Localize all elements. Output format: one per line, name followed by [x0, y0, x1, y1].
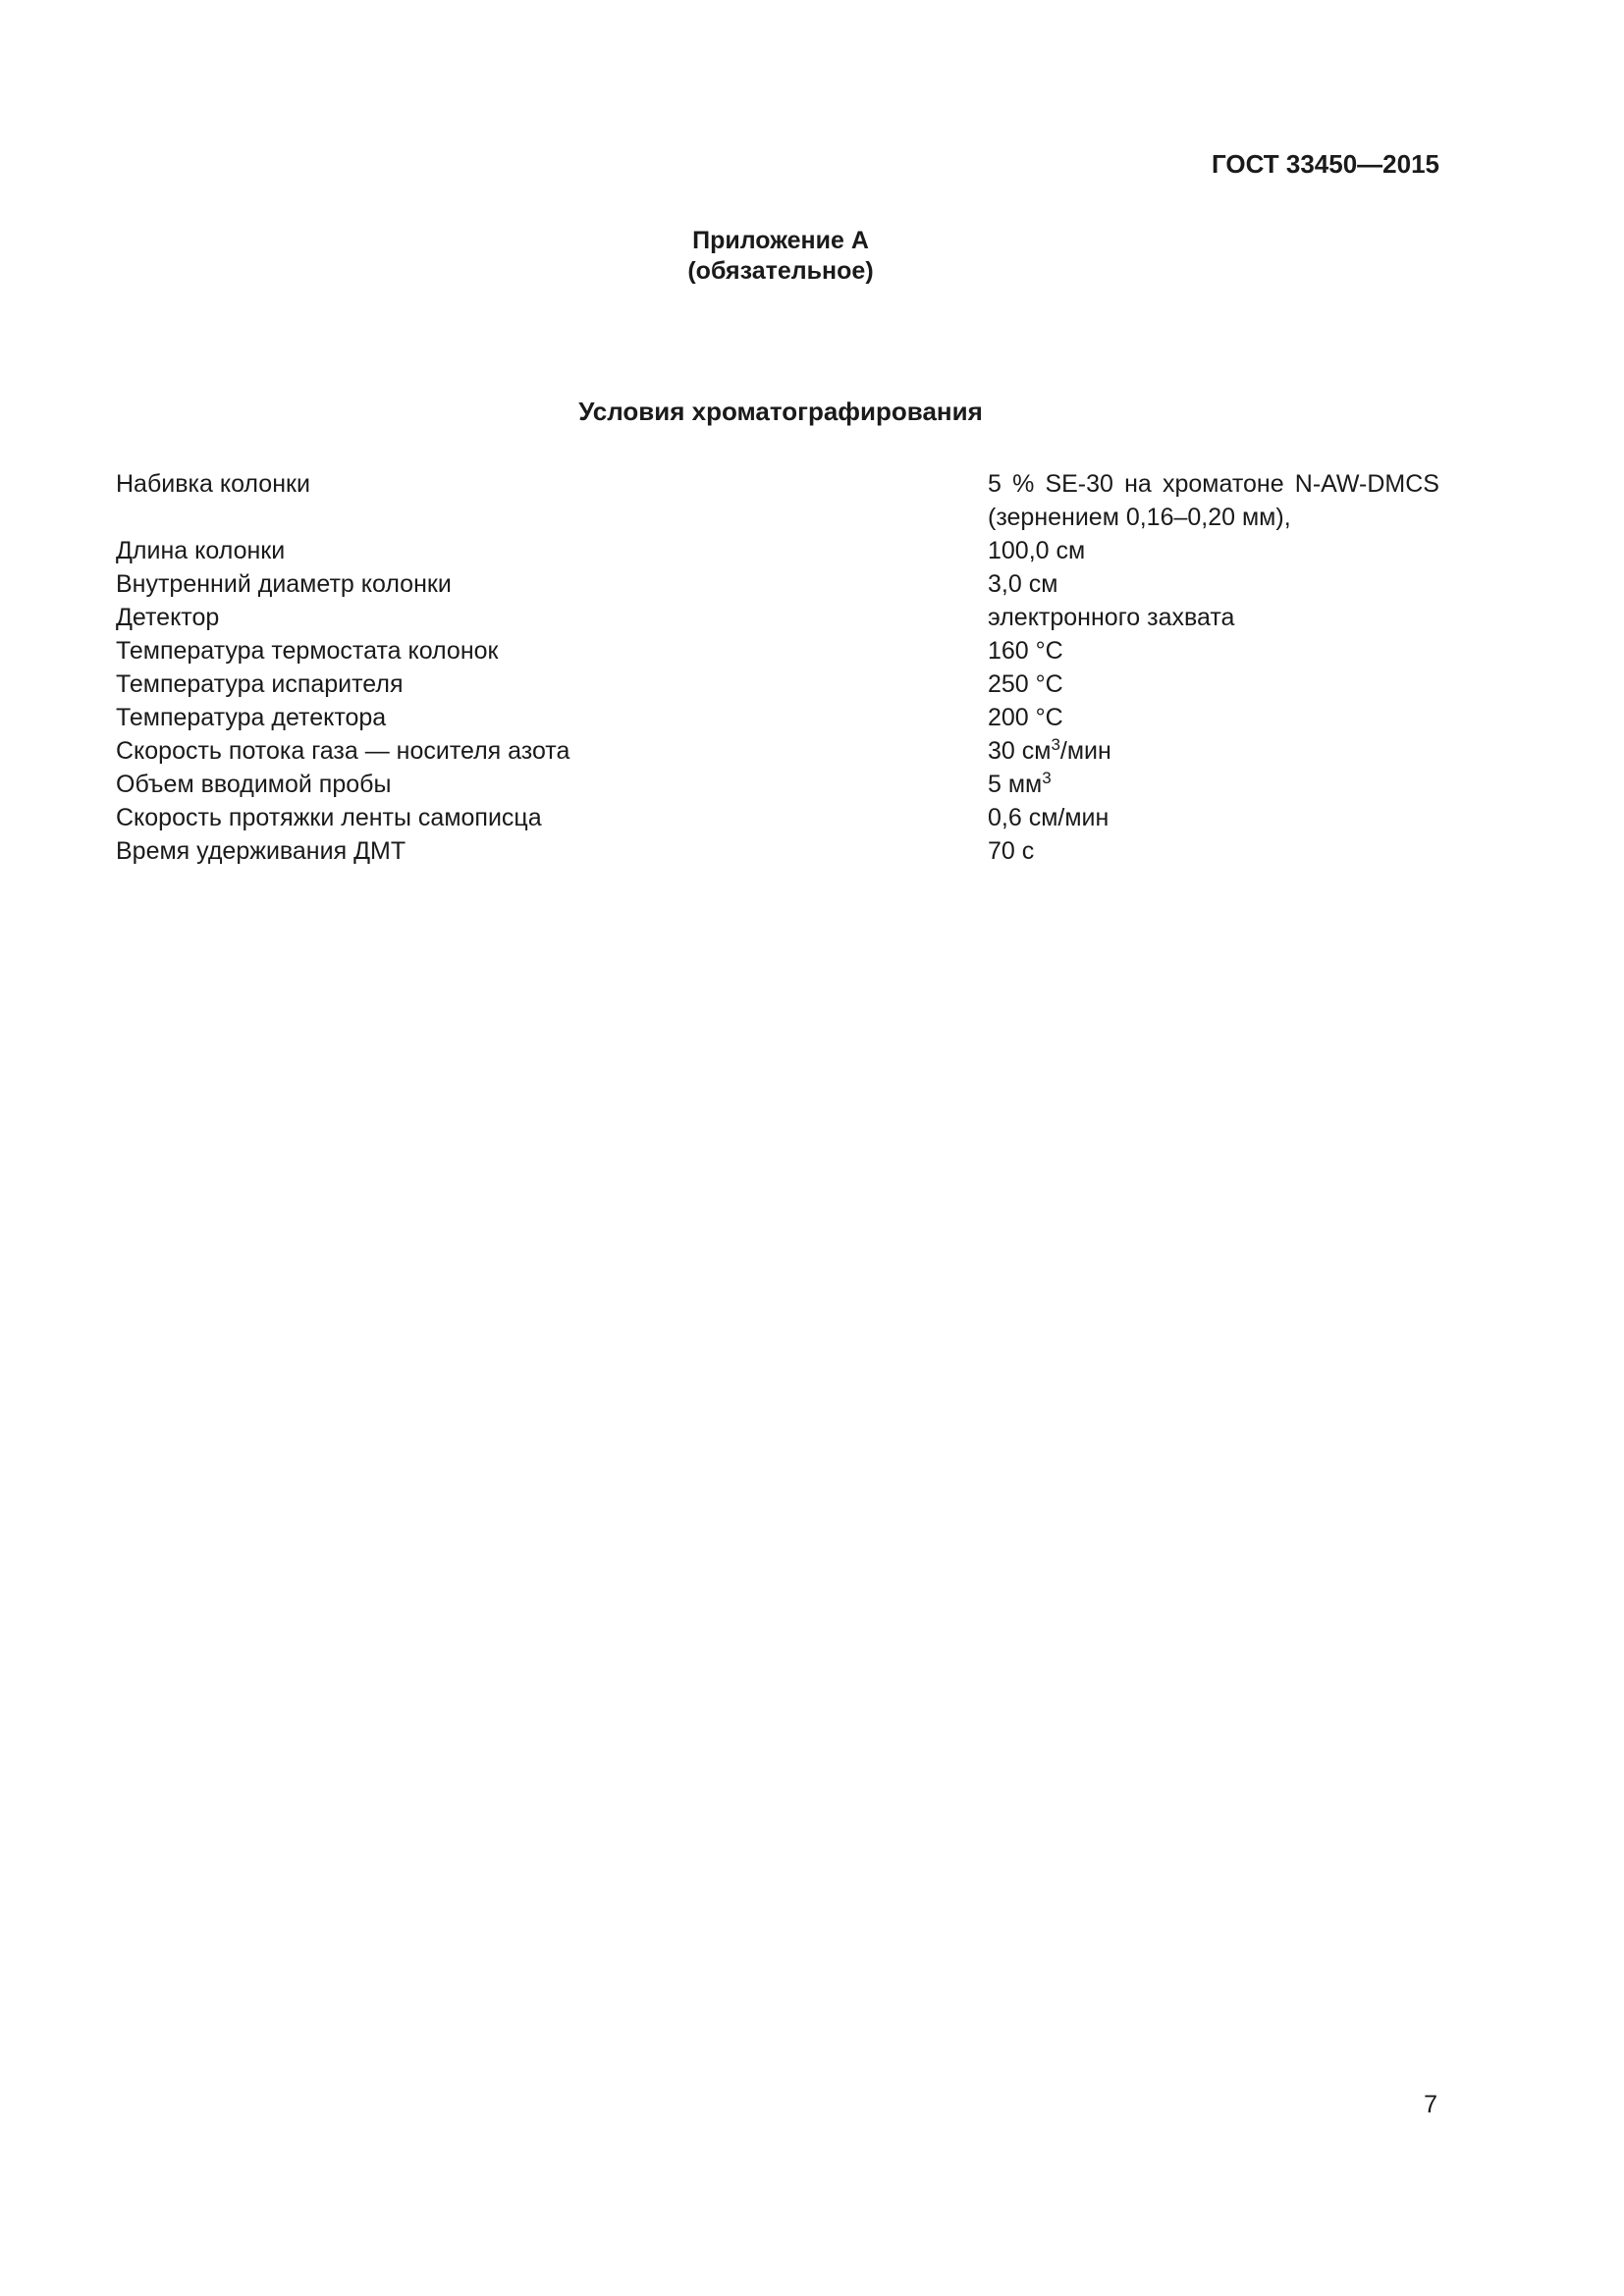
condition-row [116, 534, 1439, 567]
value-exponent: 3 [1051, 735, 1060, 754]
condition-row [116, 667, 1439, 701]
condition-param: Детектор [116, 604, 220, 631]
condition-value: 160 °С [988, 637, 1063, 665]
condition-value: 250 °С [988, 670, 1063, 698]
condition-value: 0,6 см/мин [988, 804, 1110, 831]
condition-row [116, 701, 1439, 734]
condition-value [988, 734, 1439, 768]
section-title: Условия хроматографирования [578, 397, 983, 426]
condition-row [116, 634, 1439, 667]
condition-value: 5 % SE-30 на хроматоне N-AW-DMCS (зернением 0,16–0,20 мм), [988, 470, 1439, 531]
value-suffix: /мин [1059, 737, 1111, 765]
condition-value: 100,0 см [988, 537, 1086, 564]
value-text: 30 см [988, 737, 1052, 765]
condition-row [116, 601, 1439, 634]
condition-param: Время удерживания ДМТ [116, 837, 406, 865]
condition-value: 70 с [988, 837, 1035, 865]
condition-row [116, 734, 1439, 768]
condition-param: Набивка колонки [116, 470, 310, 498]
condition-row [116, 567, 1439, 601]
condition-row [116, 801, 1439, 834]
condition-row [116, 834, 1439, 868]
condition-param: Температура детектора [116, 704, 387, 731]
appendix-title: Приложение А [692, 227, 869, 254]
condition-row [116, 467, 1439, 534]
value-exponent: 3 [1042, 769, 1052, 787]
condition-value [988, 768, 1439, 801]
condition-param: Скорость потока газа — носителя азота [116, 737, 570, 765]
appendix-status: (обязательное) [687, 257, 874, 285]
condition-value: 200 °С [988, 704, 1063, 731]
condition-param: Температура термостата колонок [116, 637, 499, 665]
condition-param: Внутренний диаметр колонки [116, 570, 452, 598]
condition-row [116, 768, 1439, 801]
condition-value: 3,0 см [988, 570, 1058, 598]
condition-param: Длина колонки [116, 537, 286, 564]
appendix-heading [0, 226, 1561, 287]
document-code: ГОСТ 33450—2015 [1212, 149, 1439, 179]
conditions-list [116, 467, 1439, 868]
condition-param: Температура испарителя [116, 670, 404, 698]
condition-param: Скорость протяжки ленты самописца [116, 804, 542, 831]
condition-param: Объем вводимой пробы [116, 771, 392, 798]
value-text: 5 мм [988, 771, 1043, 798]
condition-value: электронного захвата [988, 604, 1235, 631]
page-number: 7 [1424, 2091, 1437, 2118]
